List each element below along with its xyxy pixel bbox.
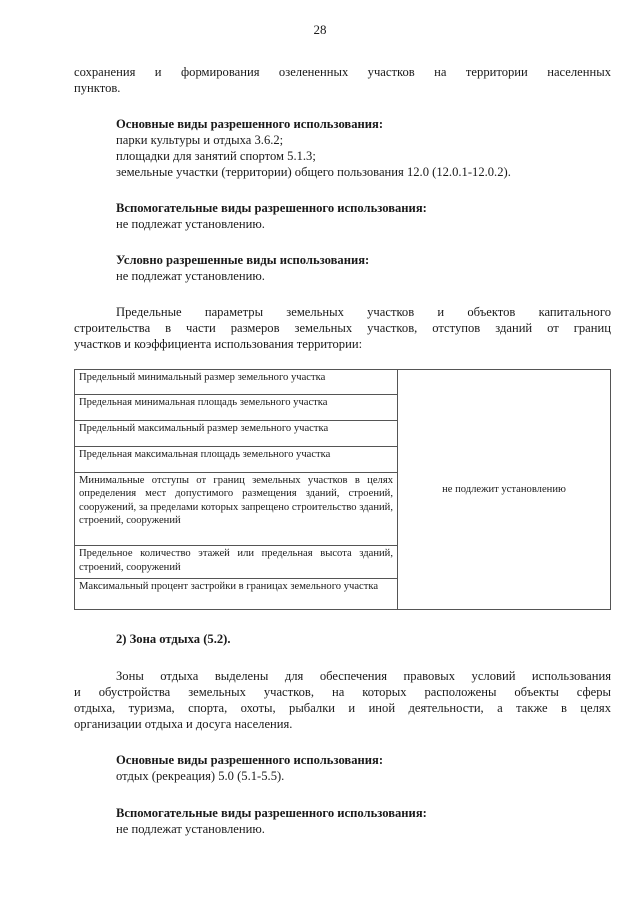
params-intro-line: строительства в части размеров земельных участков, отступов зданий от границ bbox=[74, 321, 611, 335]
auxiliary-uses-heading: Вспомогательные виды разрешенного использования: bbox=[116, 806, 427, 820]
parameter-label: Максимальный процент застройки в границах земельного участка bbox=[75, 578, 398, 609]
main-uses-heading: Основные виды разрешенного использования: bbox=[116, 753, 384, 767]
auxiliary-uses-heading: Вспомогательные виды разрешенного использования: bbox=[116, 201, 427, 215]
zone-description-line: организации отдыха и досуга населения. bbox=[74, 717, 293, 731]
page-number: 28 bbox=[313, 22, 327, 37]
zone-description-line: Зоны отдыха выделены для обеспечения правовых условий использования bbox=[116, 669, 611, 683]
conditional-uses-text: не подлежат установлению. bbox=[116, 269, 265, 283]
parameters-table bbox=[74, 369, 611, 610]
parameter-label: Предельная максимальная площадь земельного участка bbox=[75, 446, 398, 472]
zone-description-line: отдыха, туризма, спорта, охоты, рыбалки и иной деятельности, а также в целях bbox=[74, 701, 611, 715]
main-uses-heading: Основные виды разрешенного использования: bbox=[116, 117, 384, 131]
auxiliary-uses-text: не подлежат установлению. bbox=[116, 217, 265, 231]
zone-title: 2) Зона отдыха (5.2). bbox=[116, 632, 231, 646]
parameter-label: Предельный минимальный размер земельного участка bbox=[75, 370, 398, 395]
params-intro-line: Предельные параметры земельных участков и объектов капитального bbox=[116, 305, 611, 319]
main-use-item: парки культуры и отдыха 3.6.2; bbox=[116, 133, 284, 147]
zone-description-line: и обустройства земельных участков, на которых расположены объекты сферы bbox=[74, 685, 611, 699]
conditional-uses-heading: Условно разрешенные виды использования: bbox=[116, 253, 370, 267]
auxiliary-uses-text: не подлежат установлению. bbox=[116, 822, 265, 836]
intro-text-line: сохранения и формирования озелененных участков на территории населенных bbox=[74, 65, 611, 79]
parameter-label: Предельная минимальная площадь земельного участка bbox=[75, 394, 398, 420]
parameter-label: Предельное количество этажей или предельная высота зданий, строений, сооружений bbox=[75, 546, 398, 578]
params-intro-line: участков и коэффициента использования территории: bbox=[74, 337, 363, 351]
table-row bbox=[75, 370, 611, 395]
parameter-label: Предельный максимальный размер земельного участка bbox=[75, 420, 398, 446]
intro-text-line: пунктов. bbox=[74, 81, 121, 95]
main-use-item: площадки для занятий спортом 5.1.3; bbox=[116, 149, 316, 163]
parameter-value: не подлежит установлению bbox=[398, 370, 611, 610]
main-uses-text: отдых (рекреация) 5.0 (5.1-5.5). bbox=[116, 769, 285, 783]
parameter-label: Минимальные отступы от границ земельных участков в целях определения мест допустимого размещения зданий, строений, сооружений, за пределами которых запрещено строительство зданий, строений, сооружений bbox=[75, 472, 398, 546]
main-use-item: земельные участки (территории) общего пользования 12.0 (12.0.1-12.0.2). bbox=[116, 165, 511, 179]
